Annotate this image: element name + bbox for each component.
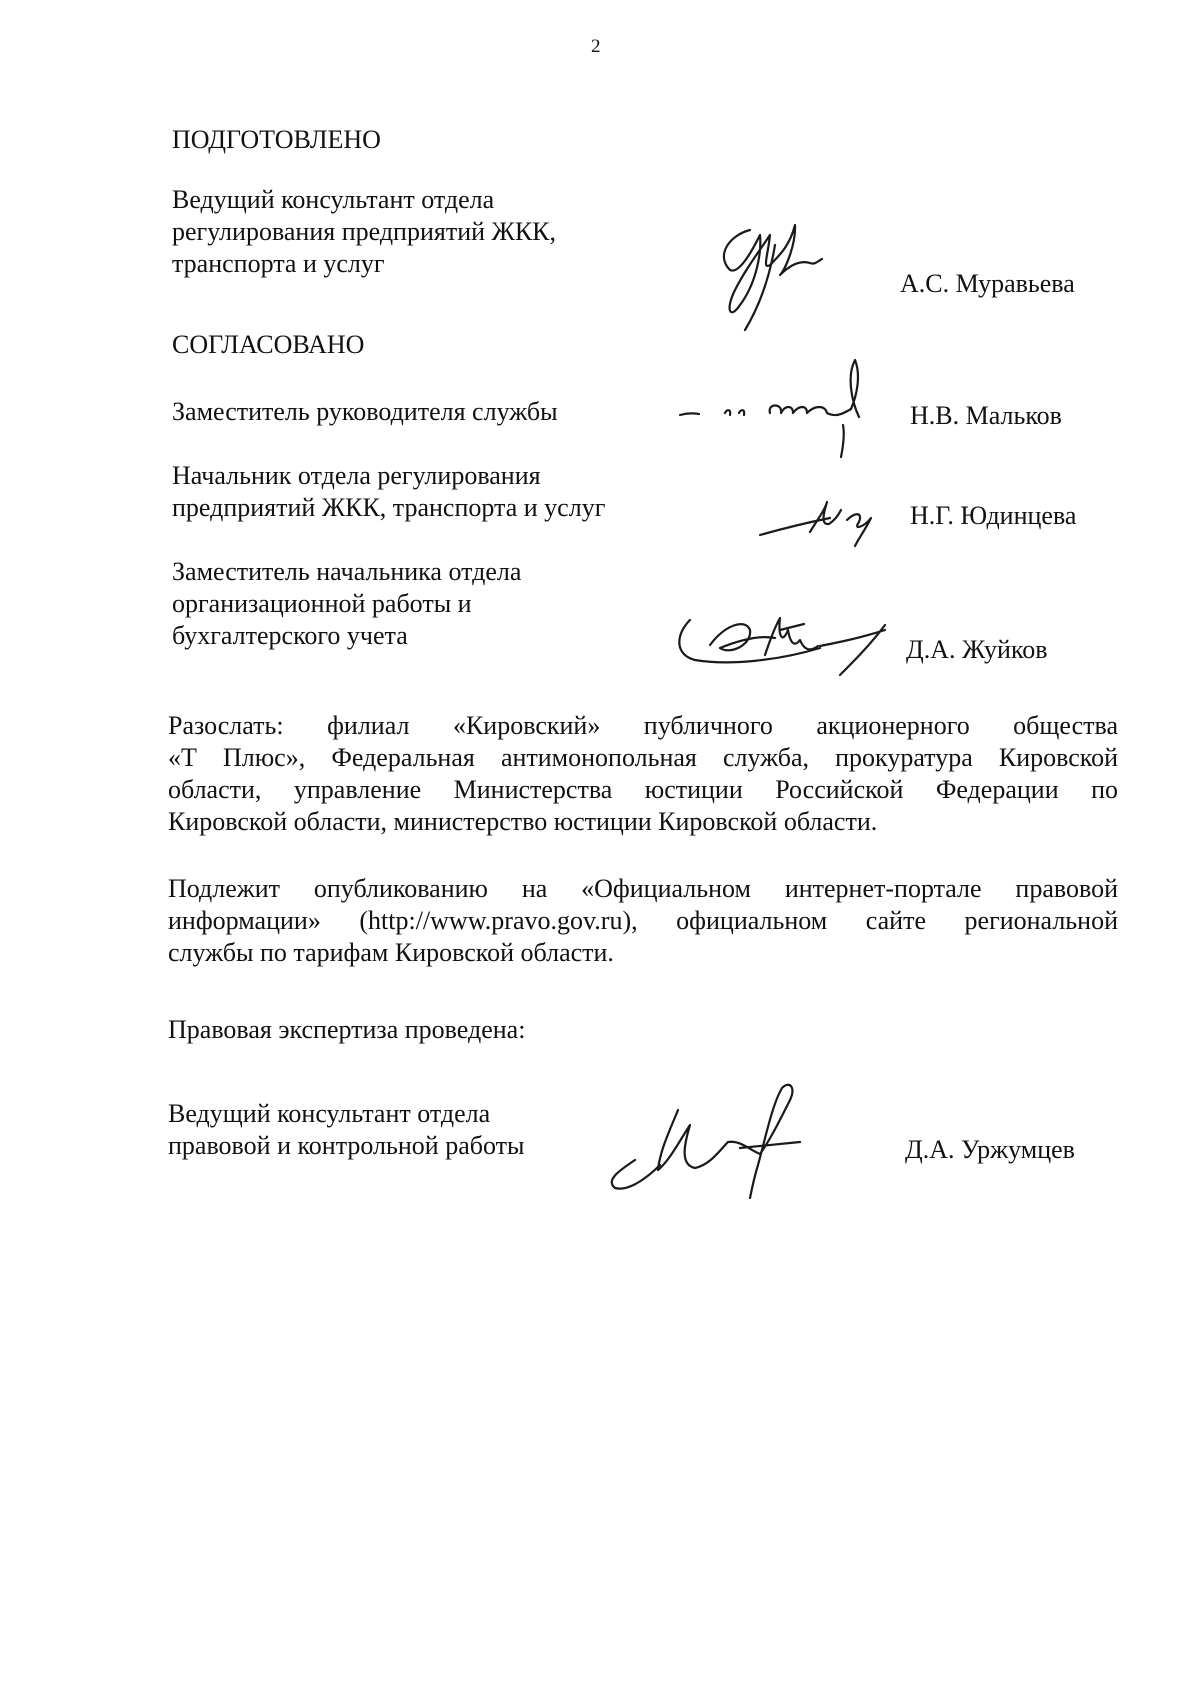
page-number: 2	[591, 36, 601, 57]
distribution-paragraph	[168, 710, 1118, 838]
paragraph-line: Разослать: филиал «Кировский» публичного акционерного общества	[168, 711, 1118, 740]
signature-yudintseva	[755, 490, 885, 550]
approver-name: Н.В. Мальков	[910, 401, 1062, 430]
paragraph-line: службы по тарифам Кировской области.	[168, 938, 614, 967]
approver-name: Н.Г. Юдинцева	[910, 501, 1077, 530]
paragraph-line: Кировской области, министерство юстиции Кировской области.	[168, 807, 878, 836]
position-line: регулирования предприятий ЖКК,	[172, 217, 557, 246]
approver-position	[172, 556, 521, 652]
paragraph-line: области, управление Министерства юстиции Российской Федерации по	[168, 775, 1118, 804]
position-line: предприятий ЖКК, транспорта и услуг	[172, 493, 606, 522]
approved-heading: СОГЛАСОВАНО	[172, 330, 365, 359]
signature-urzhumtsev	[600, 1070, 870, 1200]
position-line: Начальник отдела регулирования	[172, 461, 541, 490]
position-line: организационной работы и	[172, 589, 472, 618]
position-line: бухгалтерского учета	[172, 621, 408, 650]
legal-review-heading: Правовая экспертиза проведена:	[168, 1015, 526, 1044]
position-line: Заместитель руководителя службы	[172, 397, 558, 426]
paragraph-line: «Т Плюс», Федеральная антимонопольная служба, прокуратура Кировской	[168, 743, 1118, 772]
legal-review-position	[168, 1098, 524, 1162]
prepared-heading: ПОДГОТОВЛЕНО	[172, 125, 381, 154]
position-line: правовой и контрольной работы	[168, 1131, 525, 1160]
position-line: Заместитель начальника отдела	[172, 557, 522, 586]
paragraph-line: информации» (http://www.pravo.gov.ru), официальном сайте региональной	[168, 906, 1118, 935]
position-line: Ведущий консультант отдела	[172, 185, 495, 214]
paragraph-line: Подлежит опубликованию на «Официальном интернет-портале правовой	[168, 874, 1118, 903]
signature-malkov	[675, 355, 915, 465]
approver-position	[172, 396, 558, 428]
legal-review-name: Д.А. Уржумцев	[905, 1135, 1075, 1164]
publication-paragraph	[168, 873, 1118, 969]
signature-muravyeva	[700, 215, 840, 350]
position-line: транспорта и услуг	[172, 249, 385, 278]
position-line: Ведущий консультант отдела	[168, 1099, 491, 1128]
prepared-name: А.С. Муравьева	[900, 269, 1075, 298]
signature-zhuykov	[670, 600, 890, 680]
prepared-position	[172, 184, 556, 280]
approver-name: Д.А. Жуйков	[906, 635, 1048, 664]
approver-position	[172, 460, 605, 524]
